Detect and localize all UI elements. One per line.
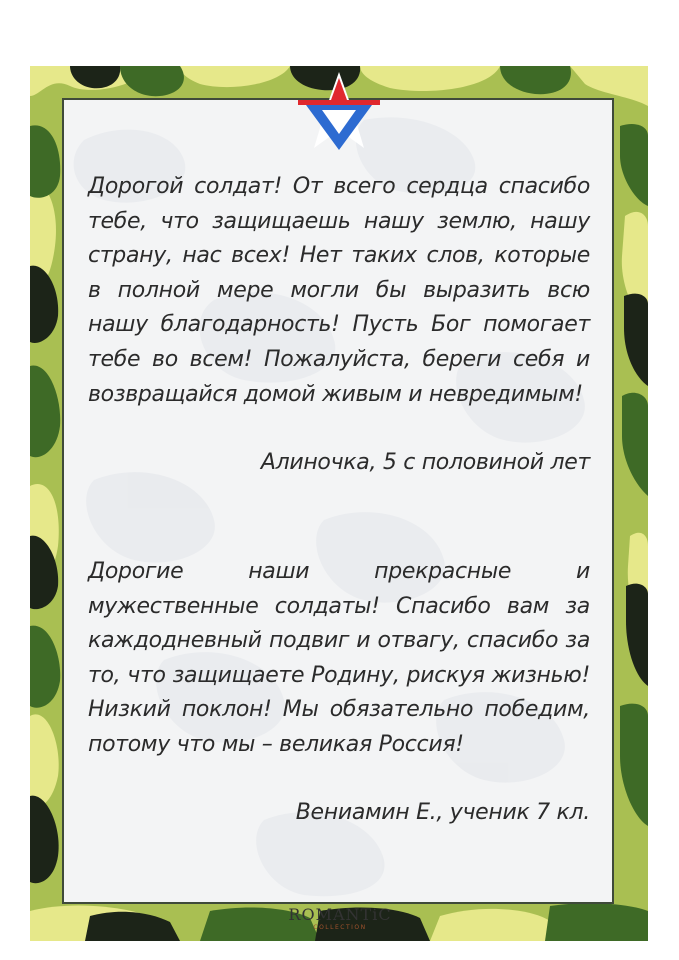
letter-text-1: Дорогой солдат! От всего сердца спасибо тебе, что защищаешь нашу землю, нашу страну, нас всех! Нет таких слов, которые в полной мере могли бы выразить всю нашу благодарность! Пусть Бог помогает тебе во всем! Пожалуйста, береги себя и возвращайся домой живым и невредимым! [88,174,590,407]
brand-subtitle: COLLECTION [313,924,367,931]
letter-signature-2: Вениамин Е., ученик 7 кл. [295,800,590,825]
brand-name: ROMANTiC [288,905,392,924]
letter-text-2: Дорогие наши прекрасные и мужественные солдаты! Спасибо вам за каждодневный подвиг и отвагу, спасибо за то, что защищаете Родину, рискуя жизнью! Низкий поклон! Мы обязательно победим, потому что мы – великая Россия! [88,559,590,757]
brand-logo [270,906,410,932]
letter-signature-1: Алиночка, 5 с половиной лет [260,450,590,475]
star-emblem-icon [296,70,382,154]
